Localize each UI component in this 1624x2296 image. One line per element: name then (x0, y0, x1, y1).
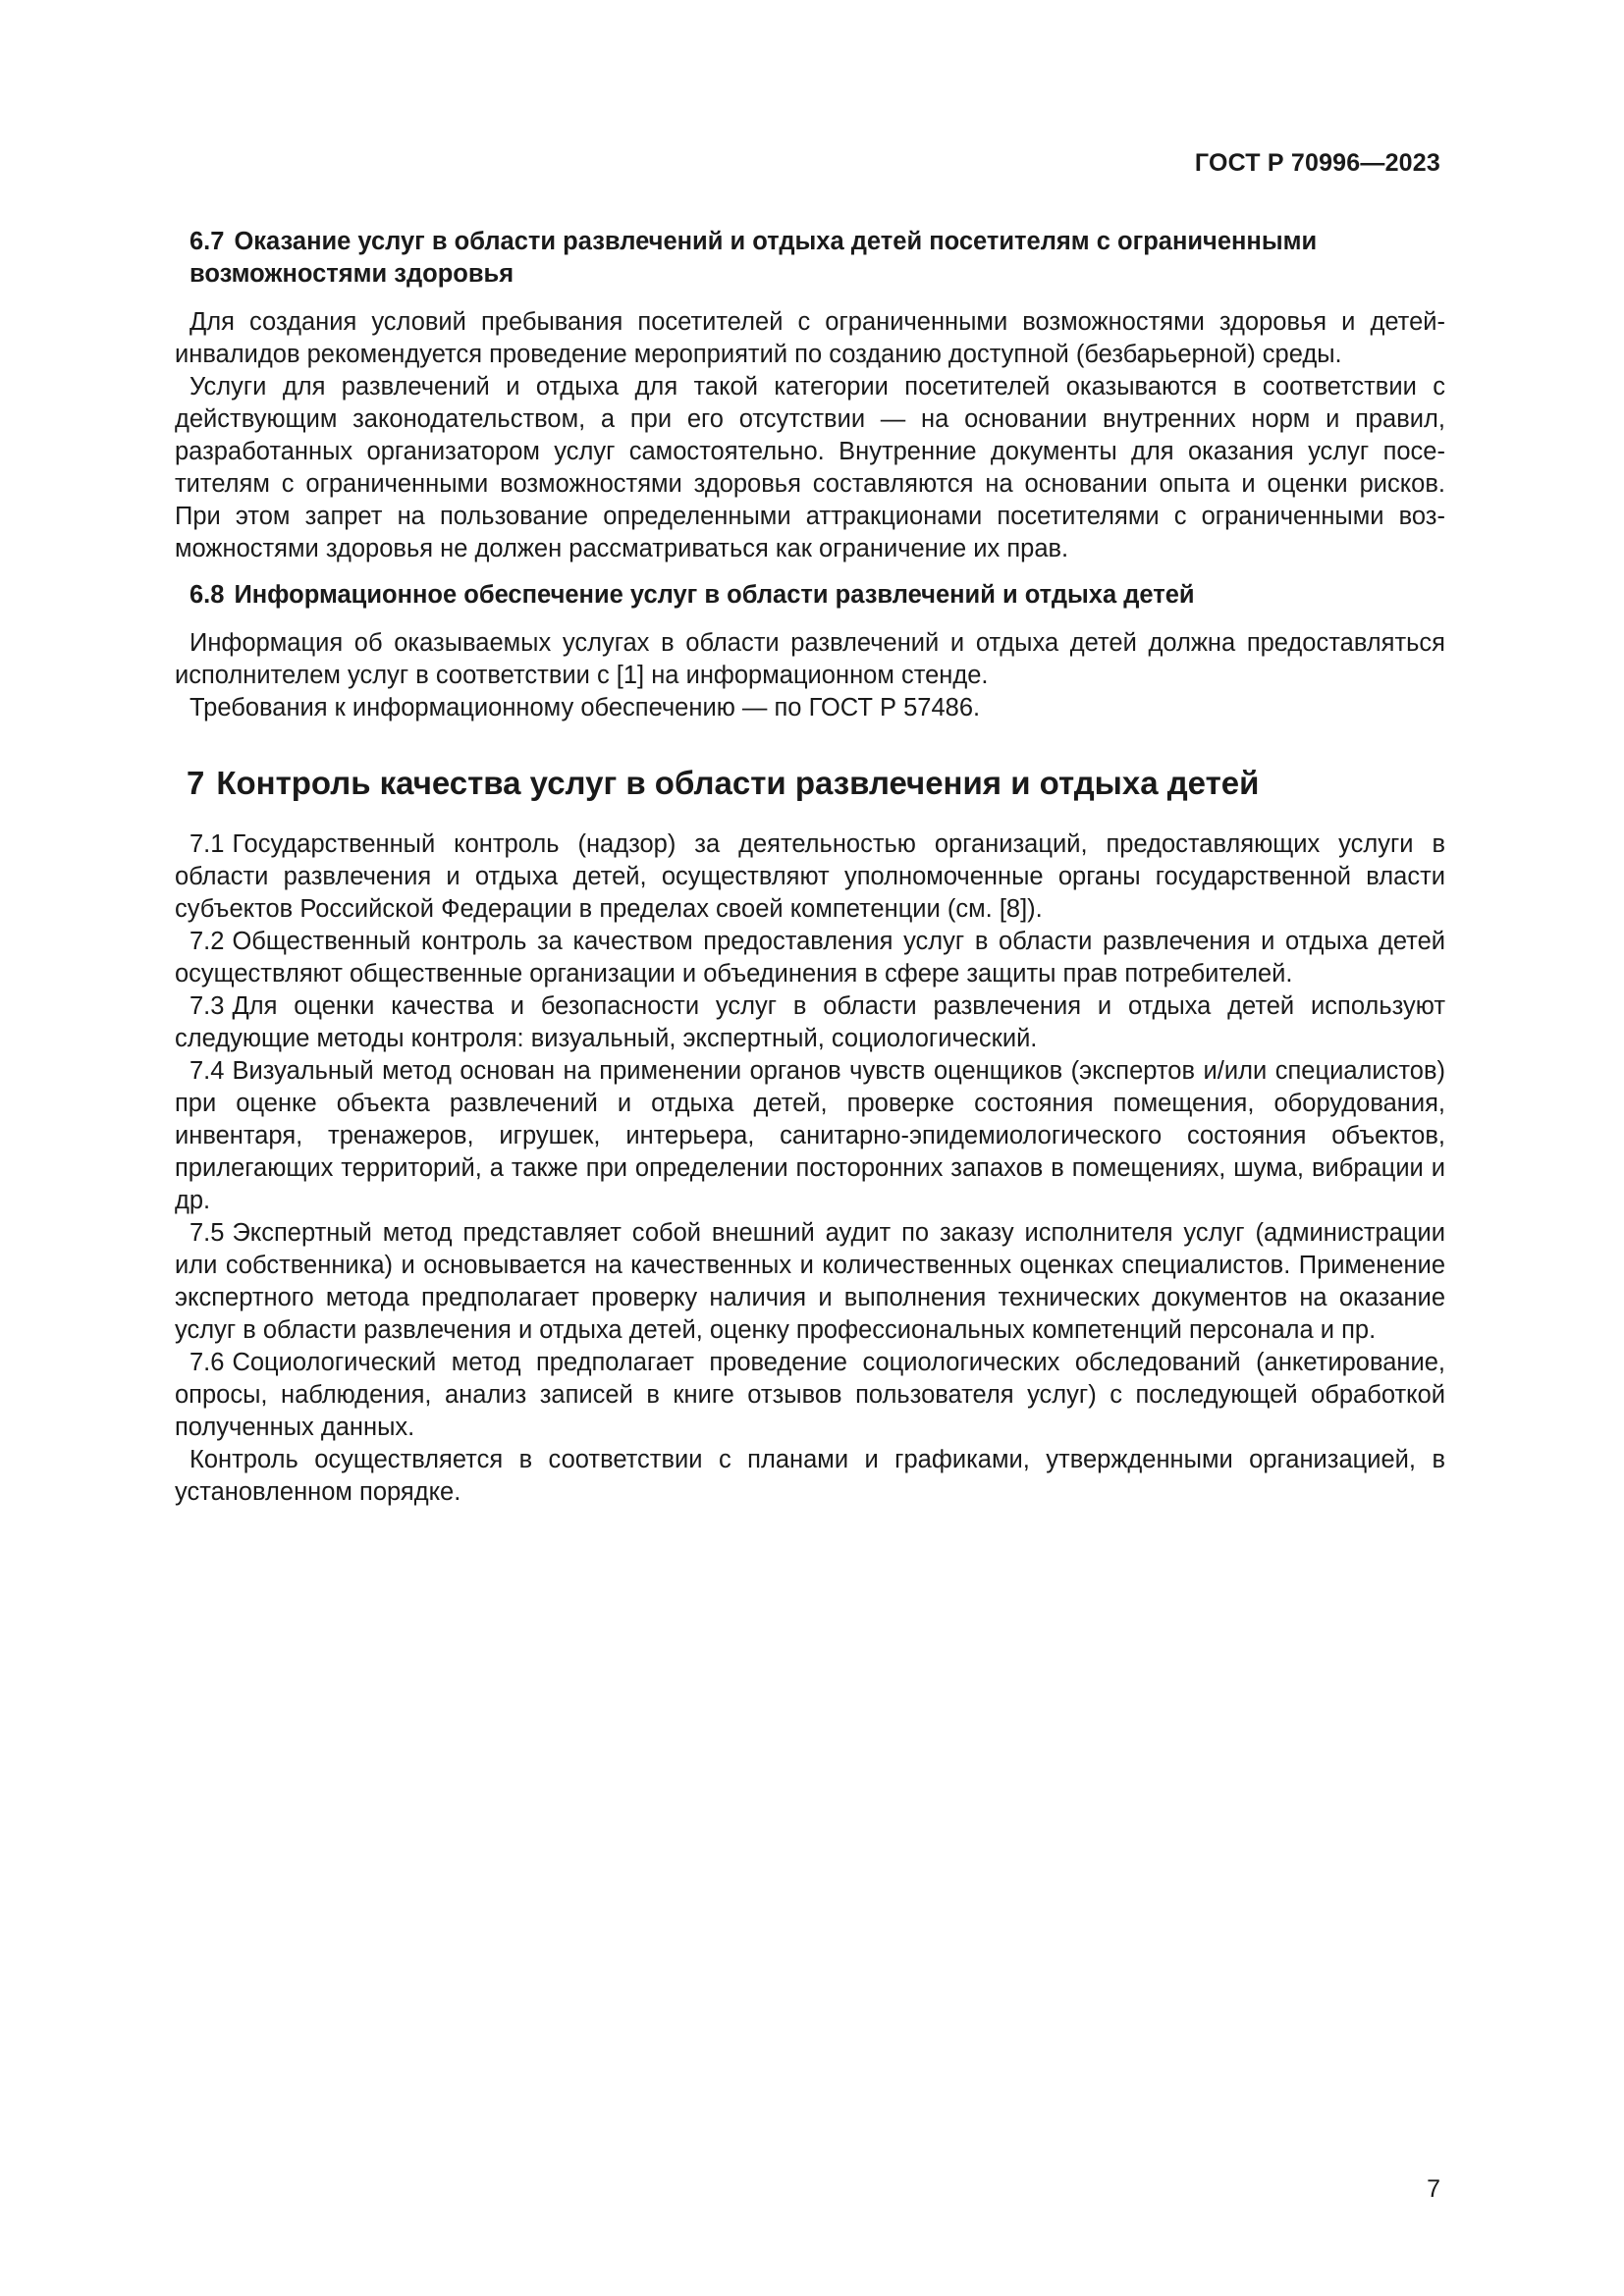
clause-7-3 (175, 990, 1445, 1055)
section-6-8-heading (189, 579, 1445, 612)
clause-7-2 (175, 926, 1445, 990)
clause-number: 7.2 (189, 928, 225, 955)
clause-text: Визуальный метод основан на применении органов чувств оценщиков (экспертов и/или специалистов) при оценке объекта развлечений и отдыха детей, проверке состояния помещения, оборудования, инвентаря, тренажеров, игрушек, интерьера, санитарно-эпидемиологического состояния объектов, прилегающих территорий, а также при определении посторонних запахов в помещениях, шума, вибрации и др. (175, 1057, 1445, 1214)
section-7-number: 7 (187, 765, 205, 801)
clause-number: 7.4 (189, 1057, 225, 1085)
clause-number: 7.6 (189, 1349, 225, 1376)
section-7-heading (187, 764, 1445, 803)
clause-7-5 (175, 1217, 1445, 1347)
clause-number: 7.5 (189, 1219, 225, 1247)
clause-text: Общественный контроль за качеством предоставления услуг в области развлечения и отдыха детей осуществляют общественные организации и объединения в сфере защиты прав потребителей. (175, 928, 1445, 988)
page-content (175, 226, 1445, 1509)
page-number: 7 (1427, 2175, 1440, 2203)
section-6-7-paragraph-2: Услуги для развлечений и отдыха для такой категории посетителей оказываются в соответствии с действующим законодательством, а при его отсутствии — на основании внутренних норм и правил, разработанных организатором услуг самостоятельно. Внутренние документы для оказания услуг посетителям с ограниченными возможностями здоровья составляются на основании опыта и оценки рисков. При этом запрет на пользование определенными аттракционами посетителями с ограниченными возможностями здоровья не должен рассматриваться как ограничение их прав. (175, 373, 1445, 562)
clause-7-6 (175, 1347, 1445, 1444)
section-6-8-paragraph-1: Информация об оказываемых услугах в области развлечений и отдыха детей должна предоставляться исполнителем услуг в соответствии с [1] на информационном стенде. (175, 629, 1445, 689)
section-6-7-heading (189, 226, 1445, 291)
section-6-8-paragraph-2: Требования к информационному обеспечению — по ГОСТ Р 57486. (189, 694, 981, 721)
section-6-7-paragraph-1: Для создания условий пребывания посетителей с ограниченными возможностями здоровья и детей-инвалидов рекомендуется проведение мероприятий по созданию доступной (безбарьерной) среды. (175, 308, 1445, 368)
section-7-closing-paragraph: Контроль осуществляется в соответствии с планами и графиками, утвержденными организацией, в установленном порядке. (175, 1446, 1445, 1506)
clause-7-1 (175, 828, 1445, 926)
spacer (175, 724, 1445, 764)
clause-text: Социологический метод предполагает проведение социологических обследований (анкетирование, опросы, наблюдения, анализ записей в книге отзывов пользователя услуг) с последующей обработкой полученных данных. (175, 1349, 1445, 1441)
section-6-7-number: 6.7 (189, 228, 225, 255)
clause-number: 7.1 (189, 830, 225, 858)
section-6-8-title: Информационное обеспечение услуг в области развлечений и отдыха детей (234, 581, 1195, 609)
document-code: ГОСТ Р 70996—2023 (1194, 149, 1440, 177)
spacer (175, 565, 1445, 579)
clause-number: 7.3 (189, 992, 225, 1020)
section-6-7-title: Оказание услуг в области развлечений и отдыха детей посетителям с ограниченными возможностями здоровья (189, 228, 1318, 288)
clause-7-4 (175, 1055, 1445, 1217)
clause-text: Государственный контроль (надзор) за деятельностью организаций, предоставляющих услуги в области развлечения и отдыха детей, осуществляют уполномоченные органы государственной власти субъектов Российской Федерации в пределах своей компетенции (см. [8]). (175, 830, 1445, 923)
section-7-title: Контроль качества услуг в области развлечения и отдыха детей (216, 765, 1260, 801)
clause-text: Экспертный метод представляет собой внешний аудит по заказу исполнителя услуг (администрации или собственника) и основывается на качественных и количественных оценках специалистов. Применение экспертного метода предполагает проверку наличия и выполнения технических документов на оказание услуг в области развлечения и отдыха детей, оценку профессиональных компетенций персонала и пр. (175, 1219, 1445, 1344)
section-6-8-number: 6.8 (189, 581, 225, 609)
clause-text: Для оценки качества и безопасности услуг в области развлечения и отдыха детей используют следующие методы контроля: визуальный, экспертный, социологический. (175, 992, 1445, 1052)
